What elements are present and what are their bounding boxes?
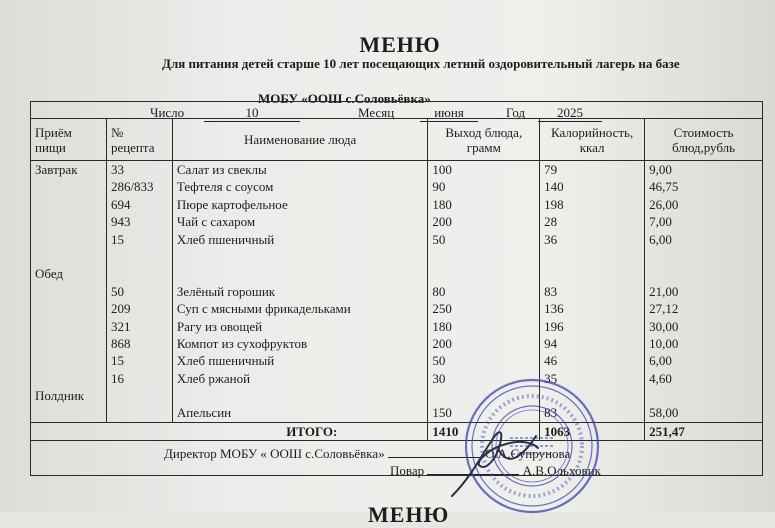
- row-dish-name: Хлеб пшеничный: [172, 231, 427, 248]
- row-weight: 150: [428, 404, 540, 422]
- total-label: ИТОГО:: [31, 422, 428, 440]
- row-weight: [428, 248, 540, 265]
- row-dish-name: Компот из сухофруктов: [172, 335, 427, 352]
- director-title: Директор МОБУ « ООШ с.Соловьёвка»: [164, 446, 385, 461]
- row-price: 46,75: [645, 178, 763, 195]
- row-price: 7,00: [645, 213, 763, 230]
- row-meal: [31, 352, 107, 369]
- table-row: [31, 335, 763, 352]
- row-dish-name: Пюре картофельное: [172, 196, 427, 213]
- row-price: 27,12: [645, 300, 763, 317]
- row-weight: 50: [428, 352, 540, 369]
- header-name: Наименование люда: [172, 119, 427, 161]
- row-dish-name: Хлеб пшеничный: [172, 352, 427, 369]
- table-row: [31, 231, 763, 248]
- month-value: июня: [420, 105, 478, 122]
- table-row: [31, 265, 763, 282]
- row-price: [645, 248, 763, 265]
- row-calories: [540, 265, 645, 282]
- row-dish-name: Тефтеля с соусом: [172, 178, 427, 195]
- row-weight: 50: [428, 231, 540, 248]
- row-dish-name: Апельсин: [172, 404, 427, 422]
- row-weight: 250: [428, 300, 540, 317]
- table-row: [31, 318, 763, 335]
- row-meal: Завтрак: [31, 161, 107, 179]
- total-price: 251,47: [645, 422, 763, 440]
- row-calories: 83: [540, 404, 645, 422]
- row-meal: [31, 213, 107, 230]
- table-row: [31, 196, 763, 213]
- row-weight: 180: [428, 318, 540, 335]
- row-dish-name: Хлеб ржаной: [172, 370, 427, 387]
- row-recipe: 16: [106, 370, 172, 387]
- school-name: МОБУ «ООШ с.Соловьёвка»: [258, 91, 431, 106]
- row-recipe: 15: [106, 231, 172, 248]
- row-recipe: 943: [106, 213, 172, 230]
- row-recipe: 286/833: [106, 178, 172, 195]
- row-calories: 83: [540, 283, 645, 300]
- row-dish-name: Зелёный горошик: [172, 283, 427, 300]
- row-price: 26,00: [645, 196, 763, 213]
- row-calories: 36: [540, 231, 645, 248]
- day-label: Число: [150, 105, 185, 120]
- row-calories: 46: [540, 352, 645, 369]
- row-meal: [31, 318, 107, 335]
- row-meal: [31, 370, 107, 387]
- row-weight: 90: [428, 178, 540, 195]
- document-title: МЕНЮ: [359, 32, 441, 57]
- total-row: [31, 422, 763, 440]
- menu-body: [31, 161, 763, 423]
- row-calories: 79: [540, 161, 645, 179]
- total-weight: 1410: [428, 422, 540, 440]
- director-name: О.А.Супрунова: [485, 446, 571, 461]
- cook-title: Повар: [390, 463, 425, 478]
- row-meal: [31, 196, 107, 213]
- row-meal: [31, 300, 107, 317]
- row-calories: 196: [540, 318, 645, 335]
- table-row: [31, 370, 763, 387]
- row-recipe: 321: [106, 318, 172, 335]
- header-weight: Выход блюда, грамм: [428, 119, 540, 161]
- row-meal: [31, 178, 107, 195]
- row-weight: [428, 265, 540, 282]
- header-calories: Калорийность, ккал: [540, 119, 645, 161]
- row-price: 30,00: [645, 318, 763, 335]
- row-dish-name: [172, 387, 427, 404]
- next-page-title: МЕНЮ: [368, 502, 450, 527]
- row-recipe: 868: [106, 335, 172, 352]
- table-row: [31, 248, 763, 265]
- row-meal: [31, 248, 107, 265]
- row-dish-name: [172, 265, 427, 282]
- document-subtitle: Для питания детей старше 10 лет посещающих летний оздоровительный лагерь на базе: [162, 56, 680, 71]
- row-recipe: 50: [106, 283, 172, 300]
- row-meal: Полдник: [31, 387, 107, 404]
- row-recipe: [106, 387, 172, 404]
- row-meal: [31, 231, 107, 248]
- row-meal: [31, 404, 107, 422]
- table-row: [31, 161, 763, 179]
- row-price: [645, 387, 763, 404]
- header-price: Стоимость блюд,рубль: [645, 119, 763, 161]
- table-row: [31, 178, 763, 195]
- row-recipe: 15: [106, 352, 172, 369]
- day-value: 10: [204, 105, 300, 122]
- table-row: [31, 300, 763, 317]
- row-recipe: 33: [106, 161, 172, 179]
- header-recipe: № рецепта: [106, 119, 172, 161]
- menu-table: [30, 118, 763, 441]
- month-label: Месяц: [358, 105, 395, 120]
- table-row: [31, 387, 763, 404]
- row-recipe: [106, 265, 172, 282]
- row-weight: 200: [428, 335, 540, 352]
- row-dish-name: Чай с сахаром: [172, 213, 427, 230]
- row-weight: 80: [428, 283, 540, 300]
- row-calories: 136: [540, 300, 645, 317]
- row-weight: 100: [428, 161, 540, 179]
- row-price: 9,00: [645, 161, 763, 179]
- row-dish-name: Рагу из овощей: [172, 318, 427, 335]
- row-price: 6,00: [645, 352, 763, 369]
- row-price: 6,00: [645, 231, 763, 248]
- cook-name: А.В.Ольховик: [522, 463, 601, 478]
- year-value: 2025: [538, 105, 602, 122]
- header-meal: Приём пищи: [31, 119, 107, 161]
- row-dish-name: [172, 248, 427, 265]
- row-calories: 94: [540, 335, 645, 352]
- row-weight: 30: [428, 370, 540, 387]
- table-row: [31, 404, 763, 422]
- handwritten-signature: [440, 418, 550, 502]
- row-price: [645, 265, 763, 282]
- row-recipe: 694: [106, 196, 172, 213]
- row-price: 10,00: [645, 335, 763, 352]
- row-price: 4,60: [645, 370, 763, 387]
- row-recipe: [106, 248, 172, 265]
- row-calories: 28: [540, 213, 645, 230]
- row-calories: 198: [540, 196, 645, 213]
- row-meal: [31, 283, 107, 300]
- row-dish-name: Суп с мясными фрикадельками: [172, 300, 427, 317]
- row-price: 21,00: [645, 283, 763, 300]
- row-recipe: [106, 404, 172, 422]
- table-header-row: [31, 119, 763, 161]
- year-label: Год: [506, 105, 526, 120]
- row-weight: 180: [428, 196, 540, 213]
- row-calories: 35: [540, 370, 645, 387]
- row-calories: 140: [540, 178, 645, 195]
- row-dish-name: Салат из свеклы: [172, 161, 427, 179]
- row-recipe: 209: [106, 300, 172, 317]
- row-meal: Обед: [31, 265, 107, 282]
- row-calories: [540, 248, 645, 265]
- table-row: [31, 352, 763, 369]
- row-meal: [31, 335, 107, 352]
- table-row: [31, 213, 763, 230]
- table-row: [31, 283, 763, 300]
- total-calories: 1063: [540, 422, 645, 440]
- row-price: 58,00: [645, 404, 763, 422]
- row-weight: 200: [428, 213, 540, 230]
